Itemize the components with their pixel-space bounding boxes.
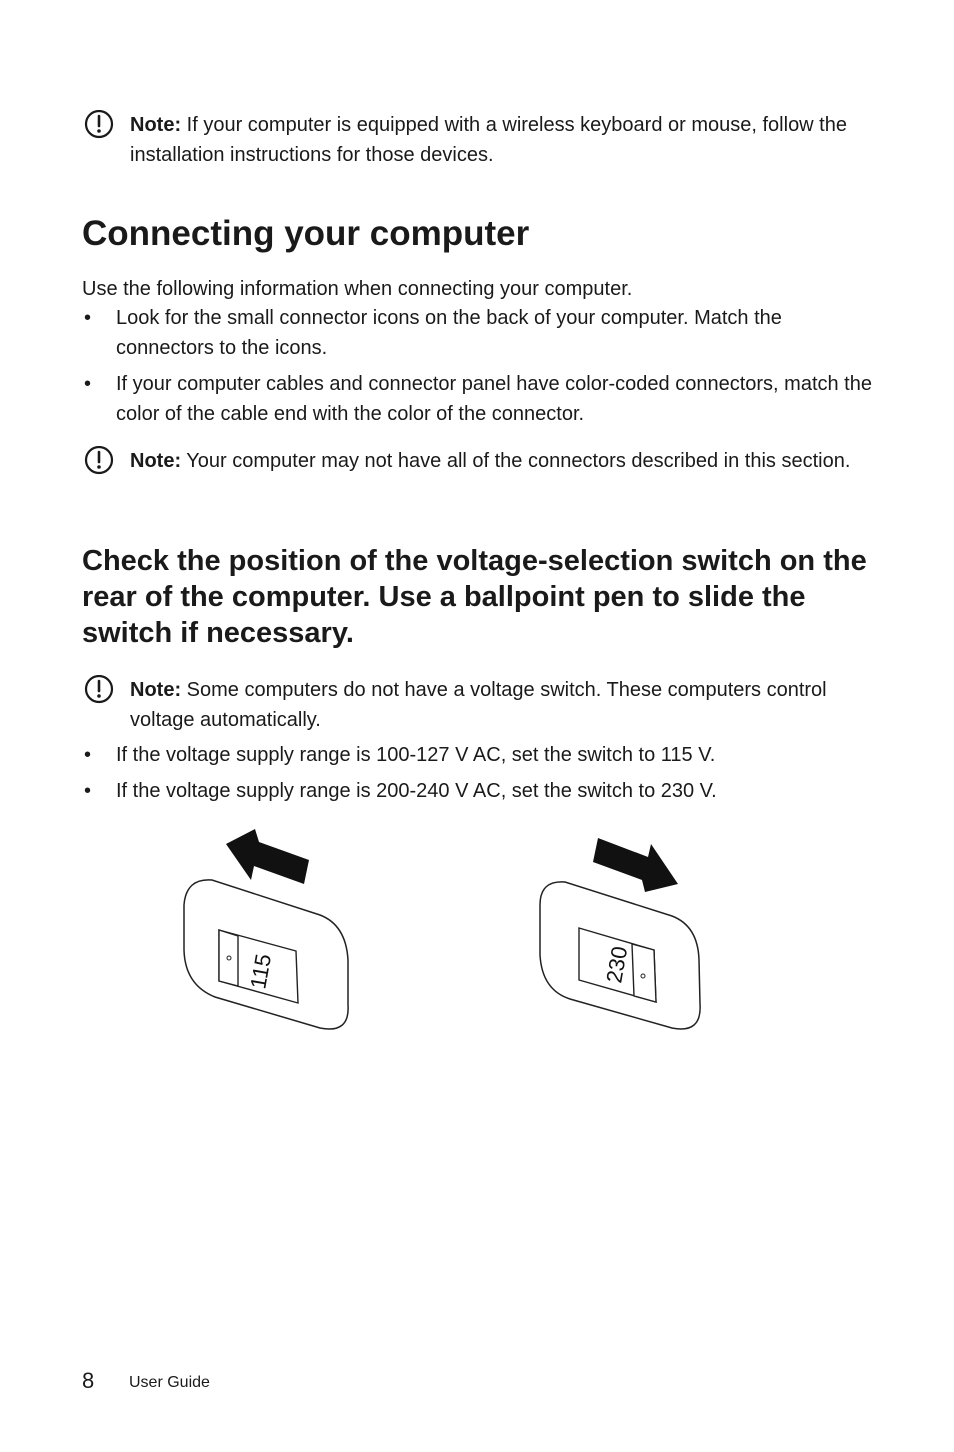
attention-icon (82, 110, 116, 144)
note-text: Note: Some computers do not have a voltage switch. These computers control voltage automatically. (130, 679, 827, 731)
voltage-switch-figure (170, 820, 730, 1045)
page-number: 8 (82, 1368, 95, 1393)
note-text: Note: Your computer may not have all of the connectors described in this section. (130, 450, 851, 472)
switch-230-illustration (540, 838, 700, 1029)
section-heading: Check the position of the voltage-selection switch on the rear of the computer. Use a ballpoint pen to slide the switch if necessary. (82, 545, 867, 649)
note-wireless (82, 110, 872, 172)
bullet-dot: • (84, 780, 92, 802)
switch-115-label: 115 (245, 951, 277, 991)
list-item: • If your computer cables and connector panel have color-coded connectors, match the color of the cable end with the color of the connector. (82, 369, 872, 429)
note-connectors (82, 446, 872, 508)
note-voltage (82, 675, 872, 737)
arrow-right-icon (593, 838, 678, 892)
intro-paragraph: Use the following information when connecting your computer. (82, 278, 633, 300)
attention-icon (82, 446, 116, 480)
footer-title: User Guide (129, 1374, 210, 1391)
note-text: Note: If your computer is equipped with a wireless keyboard or mouse, follow the installation instructions for those devices. (130, 114, 847, 166)
list-item: • If the voltage supply range is 200-240 V AC, set the switch to 230 V. (82, 776, 872, 806)
bullet-dot: • (84, 744, 92, 766)
list-item: • If the voltage supply range is 100-127 V AC, set the switch to 115 V. (82, 740, 872, 770)
arrow-left-icon (226, 829, 309, 884)
list-item: • Look for the small connector icons on the back of your computer. Match the connectors to the icons. (82, 303, 872, 363)
switch-115-illustration (184, 829, 348, 1029)
bullet-dot: • (84, 373, 92, 395)
page-title: Connecting your computer (82, 214, 530, 253)
attention-icon (82, 675, 116, 709)
switch-230-label: 230 (601, 944, 633, 985)
bullet-dot: • (84, 307, 92, 329)
